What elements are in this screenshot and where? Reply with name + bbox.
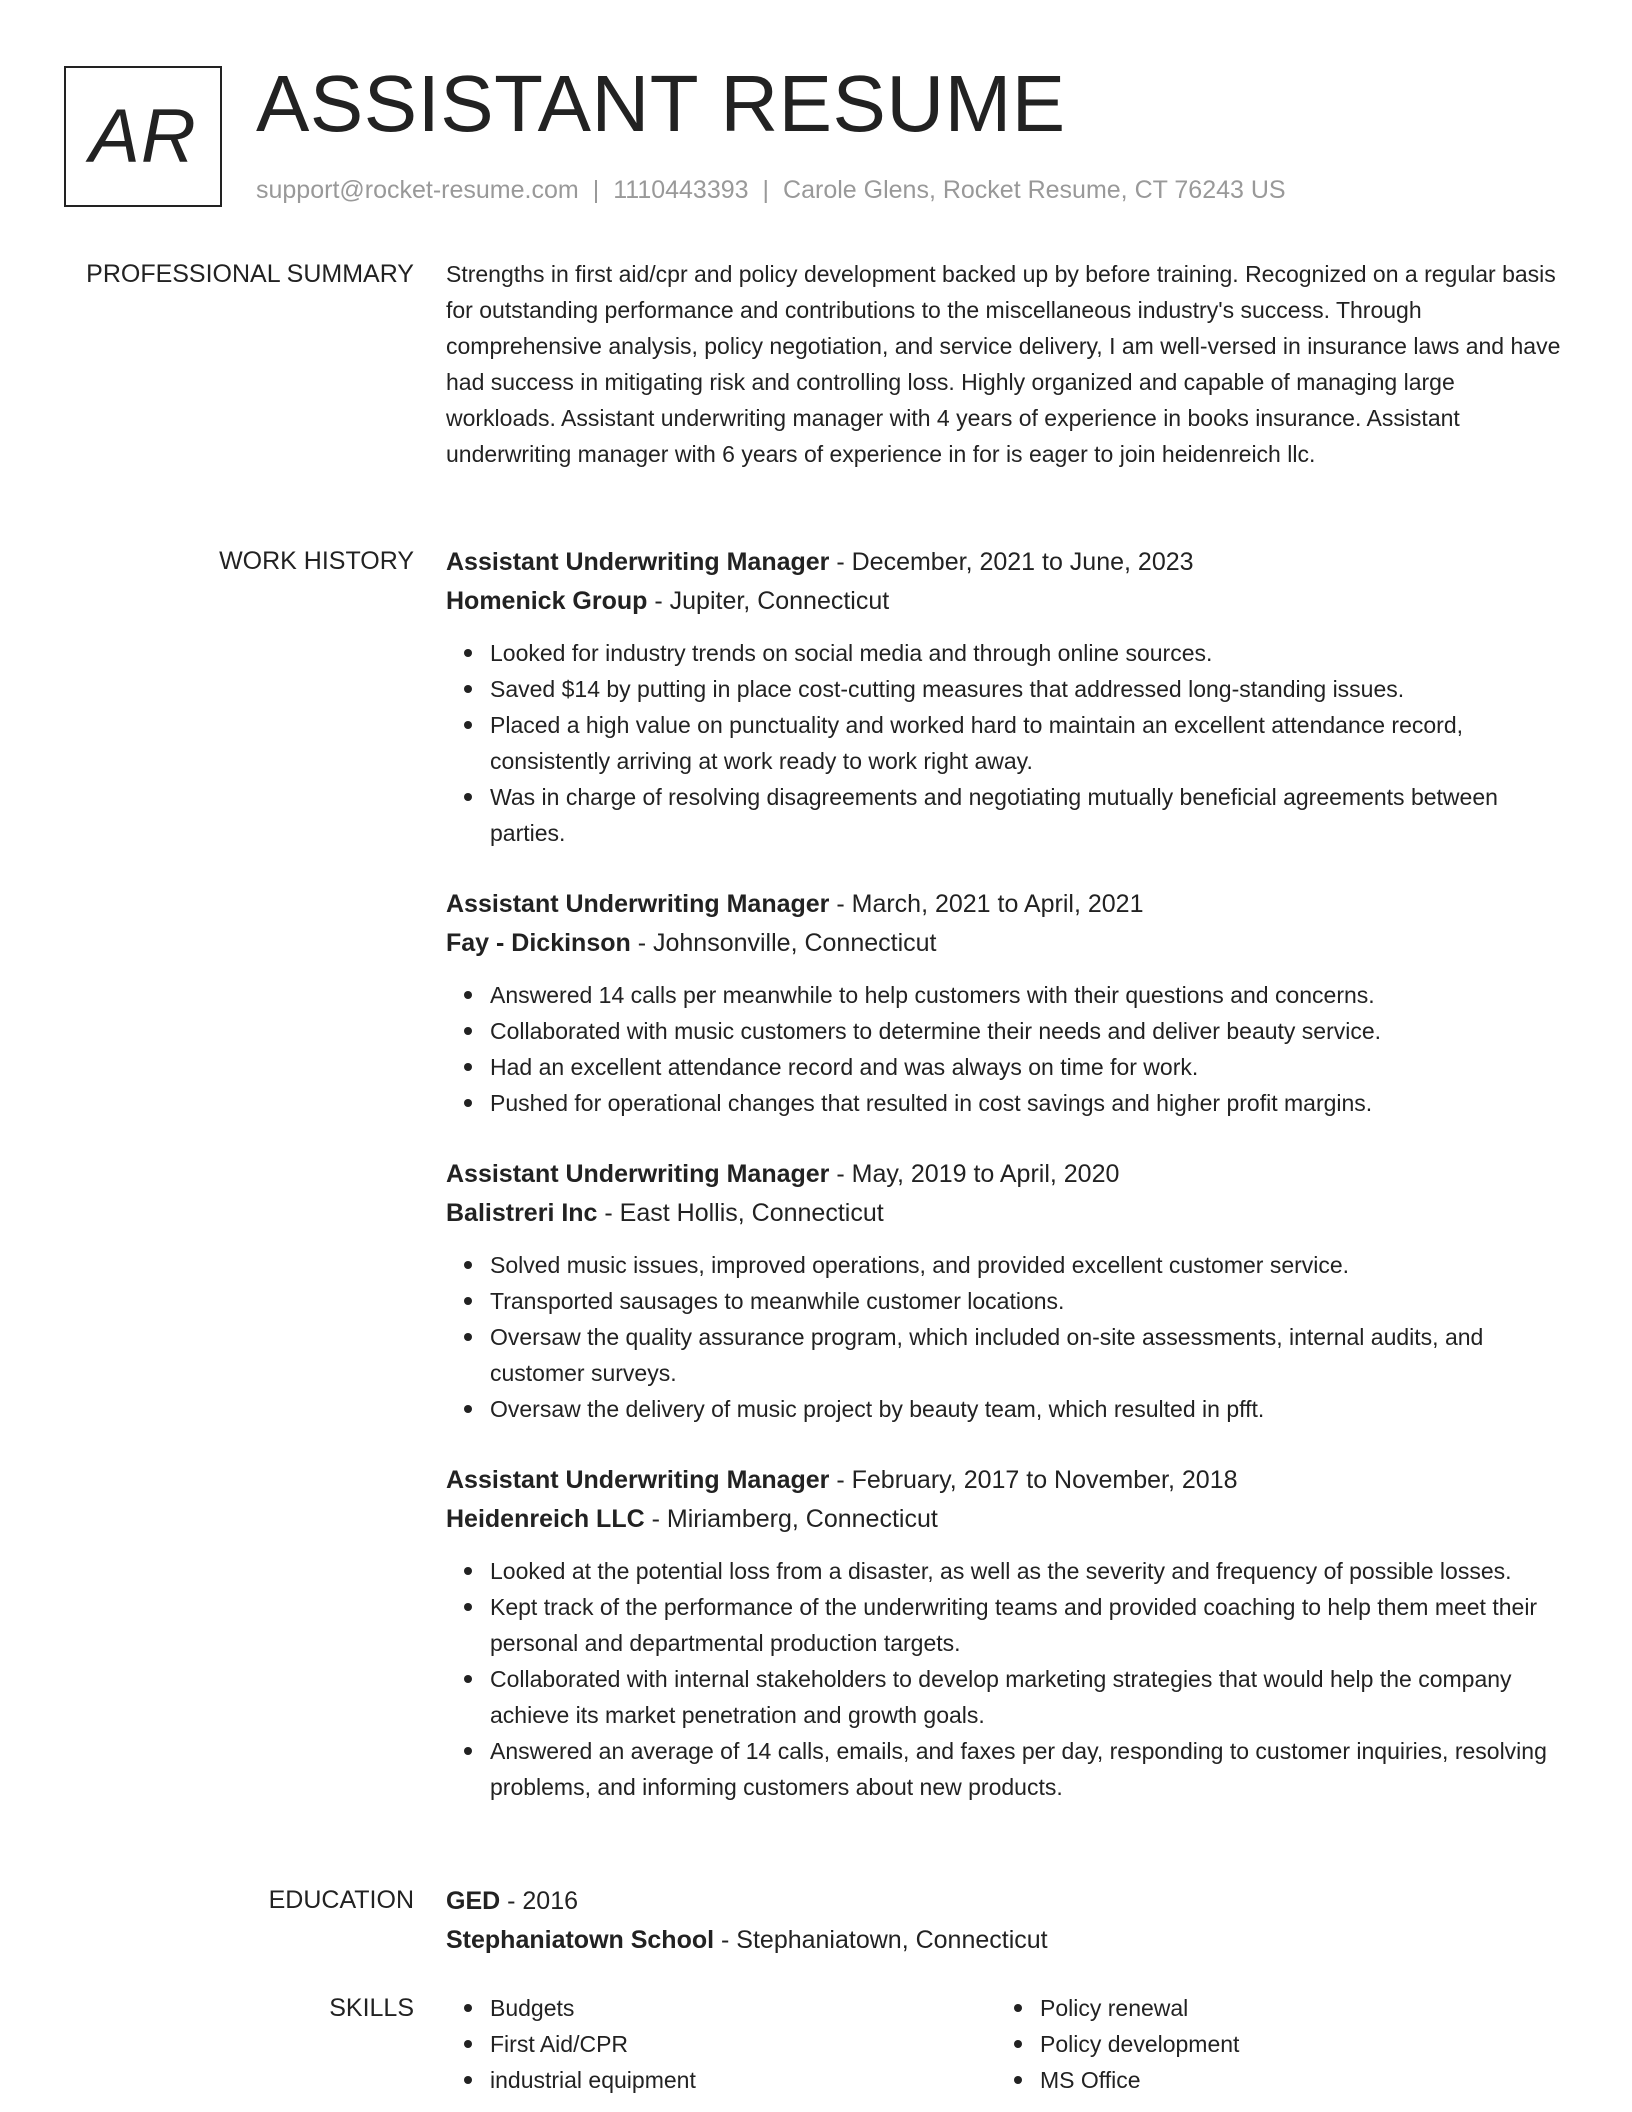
job-bullet: Looked at the potential loss from a disaster, as well as the severity and frequency of possible losses. (490, 1553, 1566, 1589)
job-entry (446, 1155, 1566, 1427)
skills-column-left (446, 1990, 996, 2098)
education-degree-line (446, 1882, 1566, 1921)
job-bullet: Answered an average of 14 calls, emails, and faxes per day, responding to customer inquiries, resolving problems, and informing customers about new products. (490, 1733, 1566, 1805)
education-location: - Stephaniatown, Connecticut (714, 1926, 1048, 1954)
job-dates: - May, 2019 to April, 2020 (829, 1160, 1120, 1188)
monogram-logo (64, 66, 222, 207)
job-bullet: Had an excellent attendance record and was always on time for work. (490, 1049, 1566, 1085)
job-bullet: Placed a high value on punctuality and worked hard to maintain an excellent attendance record, consistently arriving at work ready to work right away. (490, 707, 1566, 779)
job-bullet: Oversaw the delivery of music project by beauty team, which resulted in pfft. (490, 1391, 1566, 1427)
job-bullets (446, 977, 1566, 1121)
contact-separator: | (762, 176, 770, 204)
job-bullets (446, 635, 1566, 851)
job-dates: - February, 2017 to November, 2018 (829, 1466, 1238, 1494)
job-bullet: Was in charge of resolving disagreements and negotiating mutually beneficial agreements between parties. (490, 779, 1566, 851)
contact-address: Carole Glens, Rocket Resume, CT 76243 US (783, 176, 1286, 204)
job-company-line (446, 1194, 1566, 1233)
section-label-work-history: WORK HISTORY (219, 547, 414, 575)
job-company: Fay - Dickinson (446, 929, 631, 957)
summary-body (446, 256, 1566, 472)
section-label-skills: SKILLS (329, 1994, 414, 2022)
section-label-education: EDUCATION (268, 1886, 414, 1914)
skill-item: industrial equipment (490, 2062, 996, 2098)
job-bullet: Transported sausages to meanwhile customer locations. (490, 1283, 1566, 1319)
education-year: - 2016 (500, 1887, 579, 1915)
job-title-line (446, 543, 1566, 582)
monogram-text: AR (89, 94, 197, 179)
work-history-body (446, 543, 1566, 1839)
job-location: - Johnsonville, Connecticut (630, 929, 937, 957)
job-entry (446, 543, 1566, 851)
job-title: Assistant Underwriting Manager (446, 1466, 830, 1494)
job-title-line (446, 885, 1566, 924)
skill-item: Policy development (1040, 2026, 1546, 2062)
job-dates: - March, 2021 to April, 2021 (829, 890, 1144, 918)
job-title: Assistant Underwriting Manager (446, 548, 830, 576)
contact-email[interactable]: support@rocket-resume.com (256, 176, 579, 204)
summary-text: Strengths in first aid/cpr and policy development backed up by before training. Recognized on a regular basis for outstanding performance and contributions to the miscellaneous industry's success. Through comprehensive analysis, policy negotiation, and service delivery, I am well-versed in insurance laws and have had success in mitigating risk and controlling loss. Highly organized and capable of managing large workloads. Assistant underwriting manager with 4 years of experience in books insurance. Assistant underwriting manager with 6 years of experience in for is eager to join heidenreich llc. (446, 261, 1561, 467)
job-title: Assistant Underwriting Manager (446, 1160, 830, 1188)
job-location: - East Hollis, Connecticut (597, 1199, 884, 1227)
job-bullet: Collaborated with music customers to determine their needs and deliver beauty service. (490, 1013, 1566, 1049)
skill-item: MS Office (1040, 2062, 1546, 2098)
job-company-line (446, 582, 1566, 621)
job-bullet: Kept track of the performance of the underwriting teams and provided coaching to help them meet their personal and departmental production targets. (490, 1589, 1566, 1661)
job-bullet: Collaborated with internal stakeholders to develop marketing strategies that would help the company achieve its market penetration and growth goals. (490, 1661, 1566, 1733)
education-degree: GED (446, 1887, 501, 1915)
job-bullet: Pushed for operational changes that resulted in cost savings and higher profit margins. (490, 1085, 1566, 1121)
skill-item: Budgets (490, 1990, 996, 2026)
job-entry (446, 885, 1566, 1121)
education-school: Stephaniatown School (446, 1926, 715, 1954)
job-bullet: Answered 14 calls per meanwhile to help customers with their questions and concerns. (490, 977, 1566, 1013)
job-company: Homenick Group (446, 587, 648, 615)
job-title-line (446, 1155, 1566, 1194)
job-dates: - December, 2021 to June, 2023 (829, 548, 1194, 576)
skills-body (446, 1990, 1566, 2098)
skills-column-right (996, 1990, 1546, 2098)
job-location: - Miriamberg, Connecticut (644, 1505, 938, 1533)
job-company: Balistreri Inc (446, 1199, 598, 1227)
job-bullet: Solved music issues, improved operations, and provided excellent customer service. (490, 1247, 1566, 1283)
job-company-line (446, 1500, 1566, 1539)
job-location: - Jupiter, Connecticut (647, 587, 890, 615)
skill-item: First Aid/CPR (490, 2026, 996, 2062)
job-bullet: Looked for industry trends on social media and through online sources. (490, 635, 1566, 671)
education-body (446, 1882, 1566, 1960)
job-bullets (446, 1553, 1566, 1805)
contact-separator: | (592, 176, 600, 204)
contact-phone[interactable]: 1110443393 (613, 176, 749, 204)
section-label-summary: PROFESSIONAL SUMMARY (86, 260, 414, 288)
job-company: Heidenreich LLC (446, 1505, 645, 1533)
job-title-line (446, 1461, 1566, 1500)
skills-columns (446, 1990, 1546, 2098)
job-bullet: Saved $14 by putting in place cost-cutting measures that addressed long-standing issues. (490, 671, 1566, 707)
job-entry (446, 1461, 1566, 1805)
job-bullet: Oversaw the quality assurance program, which included on-site assessments, internal audits, and customer surveys. (490, 1319, 1566, 1391)
education-school-line (446, 1921, 1566, 1960)
job-company-line (446, 924, 1566, 963)
resume-title: ASSISTANT RESUME (256, 59, 1066, 148)
job-bullets (446, 1247, 1566, 1427)
contact-line (256, 172, 1286, 208)
skill-item: Policy renewal (1040, 1990, 1546, 2026)
job-title: Assistant Underwriting Manager (446, 890, 830, 918)
